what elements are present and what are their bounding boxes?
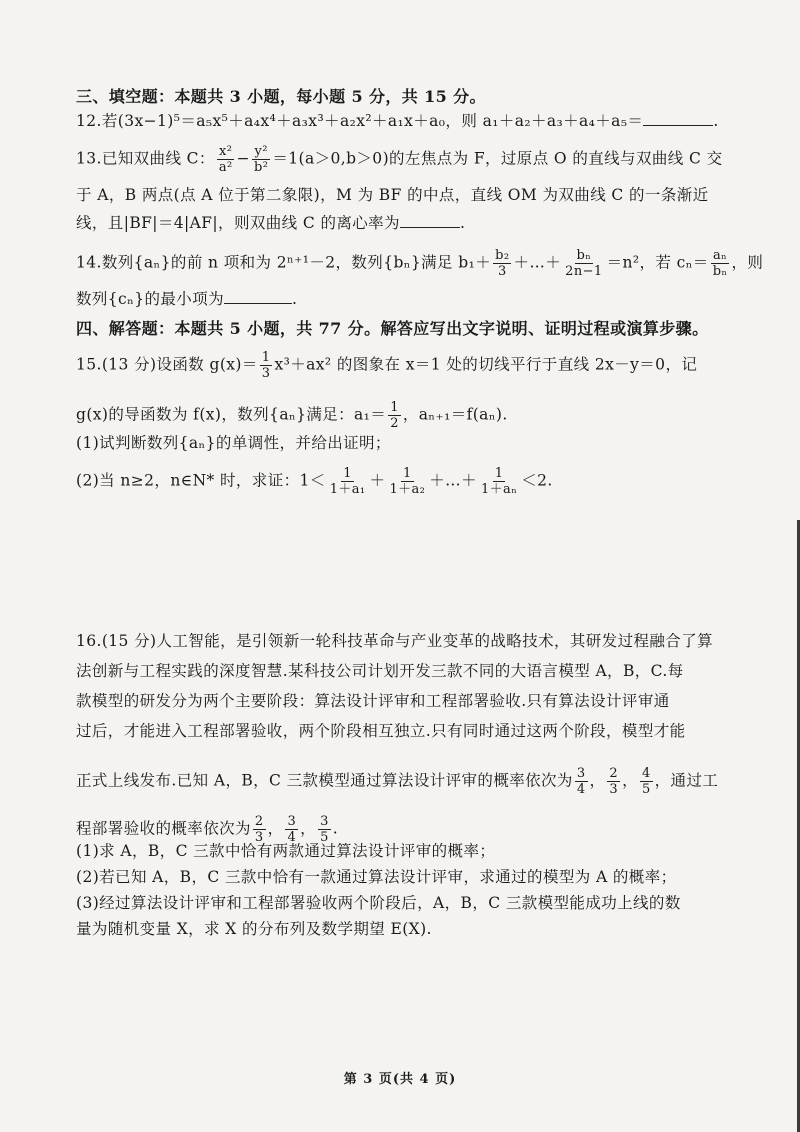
q13-fraction-y-den: b² [254, 160, 269, 175]
question-14-line-2: 数列{cₙ}的最小项为 . [76, 290, 298, 308]
q15-term-n [479, 466, 519, 497]
q15-fraction-half-num: 1 [390, 400, 399, 415]
question-16-line-3: 款模型的研发分为两个主要阶段：算法设计评审和工程部署验收.只有算法设计评审通 [76, 692, 670, 710]
q15-term-1-num: 1 [343, 466, 352, 481]
q15-term-1-den: 1＋a₁ [329, 482, 366, 497]
q14-fraction-bn-den: 2n−1 [565, 264, 603, 279]
question-13-line-2: 于 A，B 两点(点 A 位于第二象限)，M 为 BF 的中点，直线 OM 为双曲线 C 的一条渐近 [76, 186, 709, 204]
question-13-line-1 [76, 144, 736, 175]
q15-fraction-third [260, 350, 273, 381]
q16-line-5-text-b: ，通过工 [654, 771, 719, 790]
q15-text-d: ，aₙ₊₁＝f(aₙ). [402, 405, 508, 424]
q15-plus: ＋ [369, 471, 386, 490]
q12-expression: (3x−1)⁵＝a₅x⁵＋a₄x⁴＋a₃x³＋a₂x²＋a₁x＋a₀ [117, 112, 446, 130]
q14-text-b: ＝n²，若 cₙ＝ [606, 253, 709, 272]
question-13-line-3: 线，且|BF|＝4|AF|，则双曲线 C 的离心率为 . [76, 214, 466, 232]
q16-prob-c [640, 766, 653, 797]
q15-term-1 [328, 466, 368, 497]
q14-fraction-bn-num: bₙ [576, 248, 592, 263]
q16-prob-a-num: 3 [576, 766, 586, 781]
q14-fraction-b2 [493, 248, 511, 279]
q14-text-a: 14.数列{aₙ}的前 n 项和为 2ⁿ⁺¹－2，数列{bₙ}满足 b₁＋ [76, 253, 492, 272]
q14-fraction-cn [711, 248, 730, 279]
q15-fraction-third-den: 3 [261, 366, 271, 381]
q15-term-2 [387, 466, 427, 497]
q15-text-c: g(x)的导函数为 f(x)，数列{aₙ}满足：a₁＝ [76, 405, 387, 424]
q16-deploy-a-num: 2 [254, 814, 264, 829]
q16-comma-4: ， [300, 819, 317, 838]
q14-fraction-b2-den: 3 [497, 264, 507, 279]
q13-text-a: 13.已知双曲线 C： [76, 149, 215, 168]
question-15-part-2 [76, 466, 736, 497]
q16-comma-3: ， [267, 819, 284, 838]
q16-comma-2: ， [622, 771, 638, 790]
question-15-part-1: (1)试判断数列{aₙ}的单调性，并给出证明； [76, 434, 391, 452]
q14-fraction-b2-num: b₂ [495, 248, 510, 263]
q13-minus: − [236, 149, 250, 168]
q13-fraction-x-den: a² [218, 160, 233, 175]
q16-prob-c-num: 4 [641, 766, 651, 781]
question-16-line-5 [76, 766, 736, 797]
q16-deploy-c-num: 3 [320, 814, 329, 829]
q15-part-2-text-b: ＜2. [521, 471, 553, 490]
q13-answer-blank [400, 212, 460, 228]
q12-ask: a₁＋a₂＋a₃＋a₄＋a₅＝ [482, 112, 644, 130]
q14-line-2-text: 数列{cₙ}的最小项为 [76, 290, 225, 308]
q16-prob-c-den: 5 [641, 782, 651, 797]
q13-line-3-text: 线，且|BF|＝4|AF|，则双曲线 C 的离心率为 [76, 214, 400, 232]
q16-prob-b-den: 3 [609, 782, 619, 797]
question-16-part-2: (2)若已知 A，B，C 三款中恰有一款通过算法设计评审，求通过的模型为 A 的概率； [76, 868, 677, 886]
q16-deploy-b-num: 3 [287, 814, 297, 829]
q15-term-n-den: 1＋aₙ [480, 482, 518, 497]
q16-deploy-b-den: 4 [287, 830, 297, 845]
q13-fraction-x [217, 144, 235, 175]
q16-line-6-text-b: . [332, 819, 339, 838]
q15-fraction-half [388, 400, 401, 431]
q13-fraction-x-num: x² [219, 144, 233, 159]
question-15-line-1 [76, 350, 736, 381]
q16-deploy-c-den: 5 [320, 830, 329, 845]
section-4-heading: 四、解答题：本题共 5 小题，共 77 分。解答应写出文字说明、证明过程或演算步骤。 [76, 319, 709, 338]
q14-fraction-bn [563, 248, 604, 279]
q14-answer-blank [224, 288, 292, 304]
question-14-line-1 [76, 248, 764, 279]
question-12: 12.若(3x−1)⁵＝a₅x⁵＋a₄x⁴＋a₃x³＋a₂x²＋a₁x＋a₀，则 a₁＋a₂＋a₃＋a₄＋a₅＝ . [76, 112, 719, 130]
q16-prob-a [575, 766, 588, 797]
q16-deploy-a-den: 3 [254, 830, 264, 845]
q15-term-2-num: 1 [403, 466, 412, 481]
q16-line-6-text-a: 程部署验收的概率依次为 [76, 819, 251, 838]
q15-text-b: x³＋ax² 的图象在 x＝1 处的切线平行于直线 2x－y＝0，记 [274, 355, 698, 374]
question-16-part-3-line-2: 量为随机变量 X，求 X 的分布列及数学期望 E(X). [76, 920, 432, 938]
q13-fraction-y [252, 144, 270, 175]
q16-prob-b [607, 766, 620, 797]
q14-mid: ＋…＋ [513, 253, 562, 272]
q12-answer-blank [643, 110, 713, 126]
q12-mid: ，则 [445, 112, 483, 130]
q14-fraction-cn-den: bₙ [712, 264, 728, 279]
q15-dots: ＋…＋ [429, 471, 477, 490]
q13-fraction-y-num: y² [254, 144, 268, 159]
q14-text-c: ，则 [731, 253, 764, 272]
question-16-part-1: (1)求 A，B，C 三款中恰有两款通过算法设计评审的概率； [76, 842, 496, 860]
q16-prob-b-num: 2 [609, 766, 619, 781]
question-16-line-1: 16.(15 分)人工智能，是引领新一轮科技革命与产业变革的战略技术，其研发过程融合了算 [76, 632, 713, 650]
section-3-heading: 三、填空题：本题共 3 小题，每小题 5 分，共 15 分。 [76, 87, 486, 106]
q15-text-a: 15.(13 分)设函数 g(x)＝ [76, 355, 258, 374]
q15-fraction-third-num: 1 [261, 350, 271, 365]
q15-part-2-text-a: (2)当 n≥2，n∈N* 时，求证：1＜ [76, 471, 326, 490]
question-16-line-4: 过后，才能进入工程部署验收，两个阶段相互独立.只有同时通过这两个阶段，模型才能 [76, 722, 686, 740]
q13-text-b: ＝1(a＞0,b＞0)的左焦点为 F，过原点 O 的直线与双曲线 C 交 [272, 149, 723, 168]
page-footer: 第 3 页(共 4 页) [343, 1072, 457, 1087]
q16-line-5-text-a: 正式上线发布.已知 A，B，C 三款模型通过算法设计评审的概率依次为 [76, 771, 573, 790]
question-16-line-2: 法创新与工程实践的深度智慧.某科技公司计划开发三款不同的大语言模型 A，B，C.每 [76, 662, 684, 680]
q15-term-2-den: 1＋a₂ [389, 482, 426, 497]
q16-comma-1: ， [589, 771, 606, 790]
q14-fraction-cn-num: aₙ [713, 248, 728, 263]
q16-prob-a-den: 4 [576, 782, 586, 797]
q12-prefix: 12.若 [76, 112, 118, 130]
q15-term-n-num: 1 [494, 466, 504, 481]
question-15-line-2 [76, 400, 736, 431]
question-16-part-3-line-1: (3)经过算法设计评审和工程部署验收两个阶段后，A，B，C 三款模型能成功上线的数 [76, 894, 681, 912]
q15-fraction-half-den: 2 [390, 416, 399, 431]
